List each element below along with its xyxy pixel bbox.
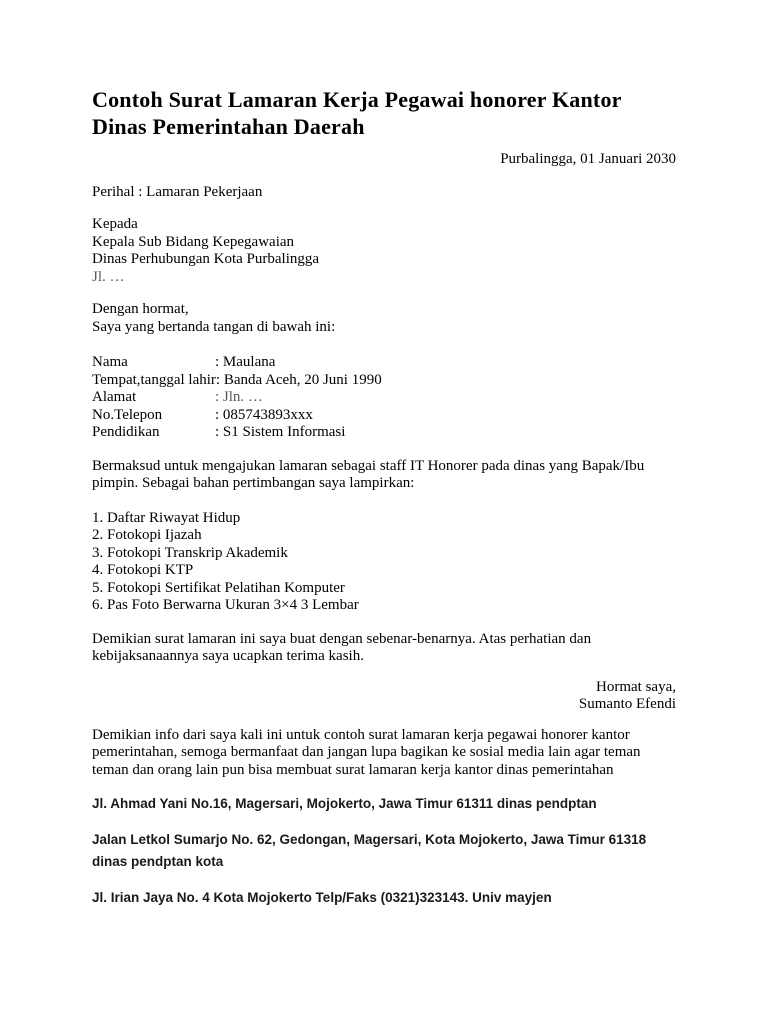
data-value: : Maulana	[215, 354, 276, 370]
signature-name: Sumanto Efendi	[578, 696, 676, 712]
data-label: No.Telepon	[92, 406, 163, 423]
attachment-item: 2. Fotokopi Ijazah	[92, 527, 202, 543]
recipient-line: Kepada	[92, 216, 138, 232]
salutation-line: Saya yang bertanda tangan di bawah ini:	[92, 318, 336, 335]
salutation-block	[92, 301, 676, 336]
recipient-block	[92, 216, 676, 286]
recipient-line: Kepala Sub Bidang Kepegawaian	[92, 233, 295, 250]
attachment-item: 5. Fotokopi Sertifikat Pelatihan Komputer	[92, 579, 345, 596]
closing-paragraph: Demikian surat lamaran ini saya buat dengan sebenar-benarnya. Atas perhatian dan kebijaksanaannya saya ucapkan terima kasih.	[92, 630, 592, 664]
data-row-pendidikan	[92, 424, 676, 442]
data-label: Alamat	[92, 389, 137, 405]
data-value: : S1 Sistem Informasi	[215, 424, 346, 440]
subject-line: Perihal : Lamaran Pekerjaan	[92, 183, 263, 200]
document-title: Contoh Surat Lamaran Kerja Pegawai honorer Kantor Dinas Pemerintahan Daerah	[92, 87, 622, 139]
attachment-item: 3. Fotokopi Transkrip Akademik	[92, 544, 288, 561]
data-row-no-telepon	[92, 407, 676, 425]
data-value: : Jln. …	[215, 389, 263, 405]
data-row-alamat	[92, 389, 676, 407]
data-row-nama	[92, 354, 676, 372]
data-label: Nama	[92, 354, 128, 370]
attachment-item: 6. Pas Foto Berwarna Ukuran 3×4 3 Lembar	[92, 597, 359, 613]
data-value: : 085743893xxx	[215, 406, 313, 423]
footer-note: Demikian info dari saya kali ini untuk contoh surat lamaran kerja pegawai honorer kantor pemerintahan, semoga bermanfaat dan jangan lupa bagikan ke sosial media lain agar teman teman dan orang lain pun bisa membuat surat lamaran kerja kantor dinas pemerintahan	[92, 726, 641, 778]
attachments-list	[92, 510, 676, 615]
footer-address: Jl. Irian Jaya No. 4 Kota Mojokerto Telp/Faks (0321)323143. Univ mayjen	[92, 890, 552, 905]
data-label: Tempat,tanggal lahir	[92, 371, 216, 388]
recipient-line: Dinas Perhubungan Kota Purbalingga	[92, 251, 320, 267]
data-row-tempat-tanggal-lahir	[92, 372, 676, 390]
attachment-item: 1. Daftar Riwayat Hidup	[92, 509, 241, 526]
data-value: : Banda Aceh, 20 Juni 1990	[215, 371, 382, 388]
applicant-data-block	[92, 354, 676, 442]
salutation-line: Dengan hormat,	[92, 301, 189, 317]
signature-block	[92, 679, 676, 714]
footer-address: Jl. Ahmad Yani No.16, Magersari, Mojokerto, Jawa Timur 61311 dinas pendptan	[92, 796, 597, 811]
date-line: Purbalingga, 01 Januari 2030	[500, 151, 676, 167]
footer-address: Jalan Letkol Sumarjo No. 62, Gedongan, Magersari, Kota Mojokerto, Jawa Timur 61318 dinas pendptan kota	[92, 832, 647, 869]
recipient-line-street-placeholder: Jl. …	[92, 268, 125, 285]
data-label: Pendidikan	[92, 424, 160, 440]
attachment-item: 4. Fotokopi KTP	[92, 562, 194, 578]
signature-salutation: Hormat saya,	[596, 678, 676, 695]
intent-paragraph: Bermaksud untuk mengajukan lamaran sebagai staff IT Honorer pada dinas yang Bapak/Ibu pimpin. Sebagai bahan pertimbangan saya lampirkan:	[92, 457, 645, 491]
